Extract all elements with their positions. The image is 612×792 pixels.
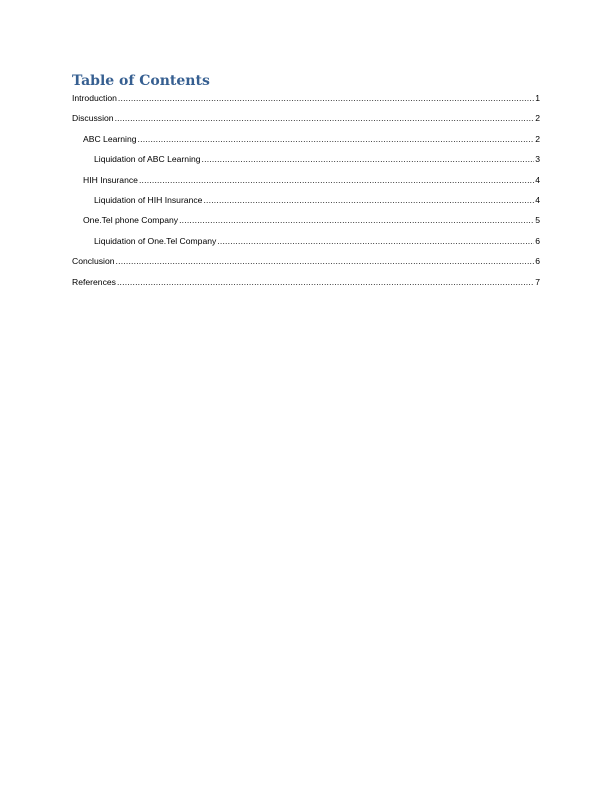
toc-dot-leader (202, 154, 535, 164)
toc-entry-discussion[interactable] (72, 113, 540, 123)
toc-entry-label: Introduction (72, 93, 117, 103)
toc-list (72, 93, 540, 287)
toc-page-number: 5 (535, 215, 540, 226)
toc-entry-label: Liquidation of One.Tel Company (94, 235, 217, 246)
toc-dot-leader (138, 134, 535, 144)
toc-entry-liquidation-onetel-company[interactable] (72, 236, 540, 246)
toc-page-number: 2 (535, 133, 540, 144)
toc-dot-leader (203, 195, 534, 205)
toc-entry-liquidation-hih-insurance[interactable] (72, 195, 540, 205)
toc-entry-label: References (72, 276, 116, 287)
toc-page-number: 4 (535, 194, 540, 205)
toc-entry-label: Liquidation of HIH Insurance (94, 194, 203, 205)
toc-page-number: 6 (535, 256, 540, 267)
toc-entry-hih-insurance[interactable] (72, 175, 540, 185)
toc-entry-label: HIH Insurance (83, 174, 138, 185)
toc-page-number: 7 (535, 276, 540, 287)
toc-entry-references[interactable] (72, 277, 540, 287)
toc-entry-introduction[interactable] (72, 93, 540, 103)
toc-dot-leader (116, 256, 535, 266)
toc-entry-abc-learning[interactable] (72, 134, 540, 144)
toc-page-number: 1 (535, 93, 540, 103)
toc-dot-leader (117, 277, 534, 287)
toc-title: Table of Contents (72, 73, 210, 89)
toc-page-number: 6 (535, 235, 540, 246)
toc-entry-conclusion[interactable] (72, 256, 540, 266)
toc-entry-label: Conclusion (72, 256, 115, 267)
toc-dot-leader (179, 215, 534, 225)
toc-entry-label: Liquidation of ABC Learning (94, 154, 201, 165)
toc-page-number: 2 (535, 113, 540, 124)
toc-entry-label: One.Tel phone Company (83, 215, 179, 226)
document-page (72, 72, 540, 297)
toc-entry-liquidation-abc-learning[interactable] (72, 154, 540, 164)
toc-page-number: 3 (535, 154, 540, 165)
toc-dot-leader (115, 113, 535, 123)
toc-entry-label: Discussion (72, 113, 114, 124)
toc-entry-label: ABC Learning (83, 133, 137, 144)
toc-dot-leader (139, 175, 534, 185)
toc-entry-onetel-phone-company[interactable] (72, 215, 540, 225)
toc-page-number: 4 (535, 174, 540, 185)
toc-dot-leader (217, 236, 534, 246)
toc-dot-leader (118, 93, 534, 103)
